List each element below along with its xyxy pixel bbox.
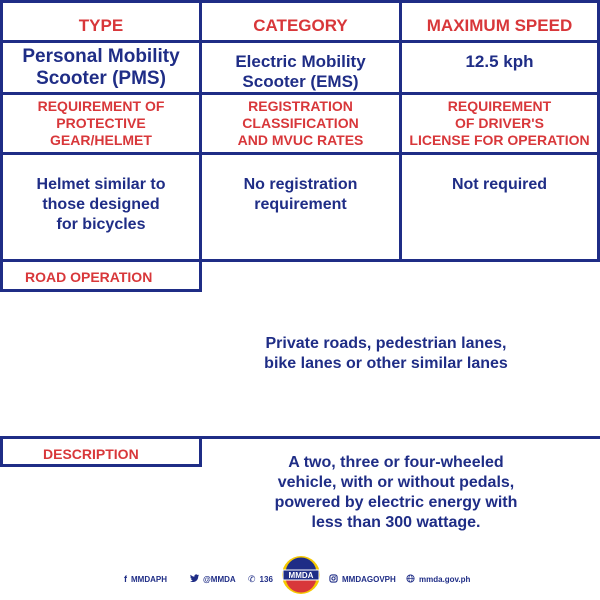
footer-instagram[interactable] (329, 574, 396, 585)
registration-header-line-1: REGISTRATION (248, 98, 353, 114)
hotline-number: 136 (259, 575, 273, 584)
header-maximum-speed: MAXIMUM SPEED (399, 0, 600, 43)
footer (0, 555, 600, 600)
value-registration (199, 152, 402, 262)
category-line-2: Scooter (EMS) (242, 72, 359, 91)
type-line-1: Personal Mobility (22, 46, 180, 67)
header-type: TYPE (0, 0, 202, 43)
description-text (236, 453, 556, 533)
gear-header-line-3: GEAR/HELMET (50, 132, 152, 148)
value-maximum-speed: 12.5 kph (399, 40, 600, 95)
facebook-handle: MMDAPH (131, 574, 167, 584)
description-divider (200, 436, 600, 439)
road-operation-line-1: Private roads, pedestrian lanes, (265, 335, 507, 352)
license-header-line-1: REQUIREMENT (447, 98, 552, 114)
header-protective-gear (0, 92, 202, 155)
instagram-icon (329, 574, 338, 585)
website-url: mmda.gov.ph (419, 575, 471, 584)
globe-icon (406, 574, 415, 585)
footer-twitter[interactable] (190, 574, 236, 584)
phone-icon: ✆ (248, 574, 256, 584)
description-line-3: powered by electric energy with (274, 494, 518, 511)
footer-facebook[interactable] (124, 574, 167, 584)
registration-header-line-2: CLASSIFICATION (242, 115, 359, 131)
description-label: DESCRIPTION (0, 436, 202, 467)
license-header-line-3: LICENSE FOR OPERATION (409, 132, 590, 148)
value-protective-gear (0, 152, 202, 262)
facebook-icon: f (124, 574, 127, 584)
mmda-logo-icon (281, 555, 321, 595)
footer-website[interactable] (406, 574, 470, 585)
value-category (199, 40, 402, 95)
gear-value-line-1: Helmet similar to (36, 176, 166, 193)
footer-hotline[interactable] (248, 574, 273, 585)
instagram-handle: MMDAGOVPH (342, 575, 396, 584)
road-operation-text (226, 334, 546, 374)
gear-value-line-3: for bicycles (56, 216, 146, 233)
description-line-4: less than 300 wattage. (311, 514, 481, 531)
license-header-line-2: OF DRIVER'S (455, 115, 544, 131)
value-license: Not required (399, 152, 600, 262)
twitter-icon (190, 574, 199, 584)
header-license (399, 92, 600, 155)
header-category: CATEGORY (199, 0, 402, 43)
registration-value-line-2: requirement (254, 196, 347, 213)
value-type (0, 40, 202, 95)
gear-value-line-2: those designed (42, 196, 160, 213)
category-line-1: Electric Mobility (235, 52, 366, 71)
road-operation-label: ROAD OPERATION (0, 259, 202, 292)
header-registration (199, 92, 402, 155)
description-line-1: A two, three or four-wheeled (288, 454, 504, 471)
twitter-handle: @MMDA (203, 574, 236, 584)
road-operation-line-2: bike lanes or other similar lanes (264, 355, 508, 372)
gear-header-line-2: PROTECTIVE (56, 115, 146, 131)
logo-text: MMDA (288, 571, 314, 580)
registration-header-line-3: AND MVUC RATES (237, 132, 364, 148)
registration-value-line-1: No registration (243, 176, 358, 193)
type-line-2: Scooter (PMS) (36, 68, 166, 89)
description-line-2: vehicle, with or without pedals, (277, 474, 515, 491)
gear-header-line-1: REQUIREMENT OF (37, 98, 165, 114)
